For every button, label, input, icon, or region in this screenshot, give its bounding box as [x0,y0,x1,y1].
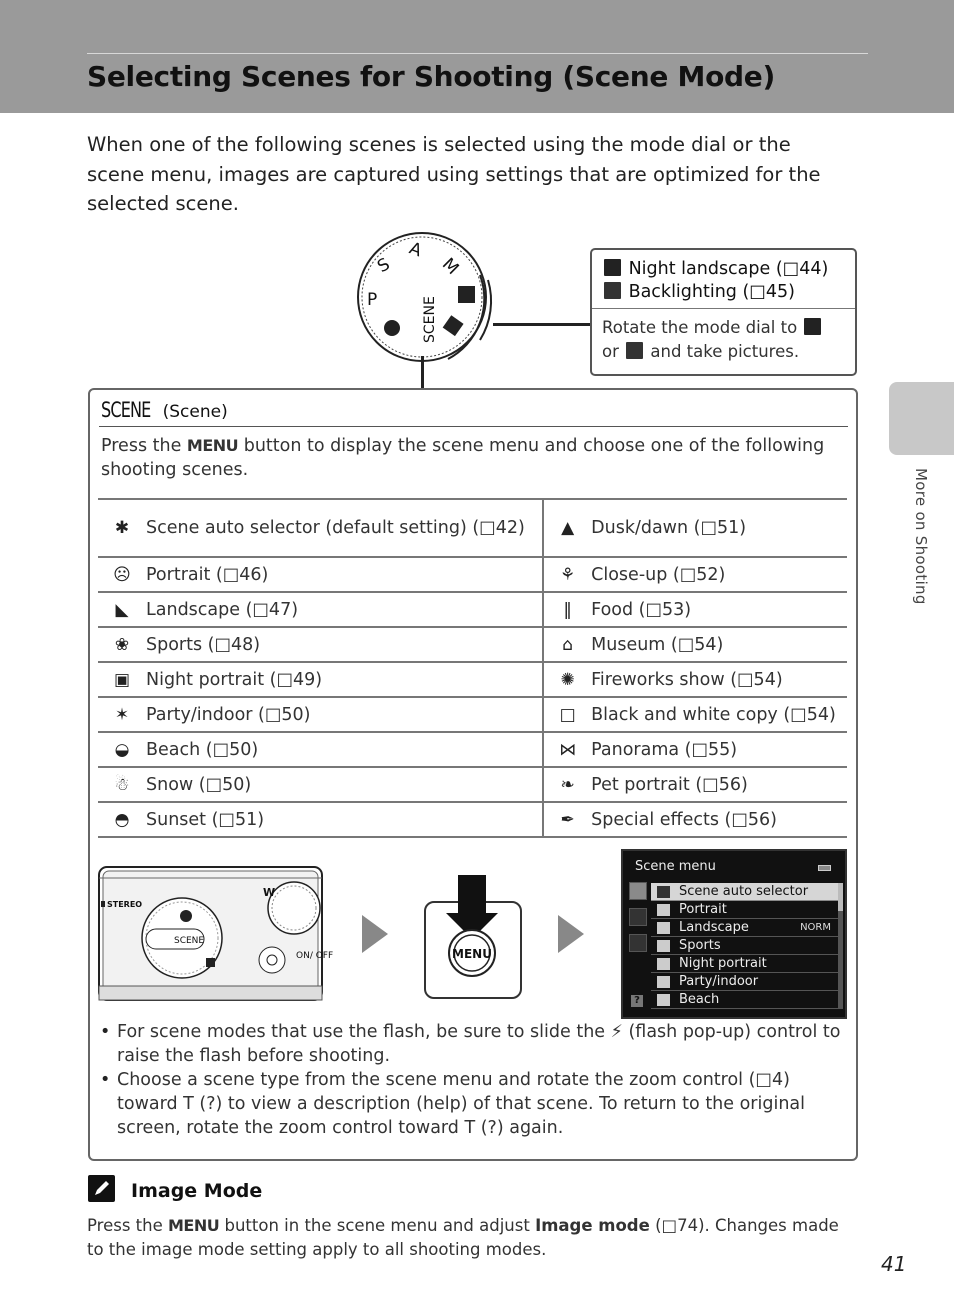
close-up-icon: ⚘ [543,557,591,592]
scene-label: Close-up (□52) [591,557,847,592]
menu-item[interactable] [651,991,843,1009]
landscape-icon: ◣ [98,592,146,627]
note-title: Image Mode [131,1180,263,1202]
black-white-copy-icon: □ [543,697,591,732]
scene-box-instruction [101,434,841,482]
special-effects-icon: ✒ [543,802,591,837]
scene-label: Sports (□48) [146,627,543,662]
menu-item[interactable] [651,937,843,955]
header-band [0,0,954,113]
scene-label: Party/indoor (□50) [146,697,543,732]
menu-item-icon [657,922,670,934]
scene-label: Dusk/dawn (□51) [591,499,847,557]
scene-mode-box [88,388,858,1161]
dial-stem-line [421,356,424,388]
tip-flash: • For scene modes that use the flash, be sure to slide the ⚡ (flash pop-up) control to raise the flash before shooting. [98,1020,850,1068]
menu-item[interactable] [651,919,843,937]
callout-divider [592,308,855,309]
menu-item[interactable] [651,955,843,973]
dial-label-a: A [406,238,425,262]
night-landscape-icon [804,318,821,335]
menu-button-label: MENU [452,947,492,961]
scene-menu-screen [621,849,847,1019]
battery-icon [818,865,831,871]
camera-stereo-label: STEREO [107,900,143,909]
menu-button-illustration [424,901,522,999]
backlighting-icon [626,342,643,359]
menu-tabs [629,882,649,1012]
scene-label: Portrait (□46) [146,557,543,592]
pet-portrait-icon: ❧ [543,767,591,802]
scene-tab-icon [629,882,647,900]
scene-mode-icon: SCENE [101,398,151,422]
table-row [98,662,847,697]
scene-label: Food (□53) [591,592,847,627]
menu-item-label: Scene auto selector [679,884,809,899]
dial-callout-connector [493,323,590,326]
note-pre: Press the [87,1216,163,1235]
menu-item-label: Sports [679,938,721,953]
sunset-icon: ◓ [98,802,146,837]
menu-item-icon [657,976,670,988]
page-title: Selecting Scenes for Shooting (Scene Mode) [87,60,775,93]
menu-item-icon [657,994,670,1006]
scene-label: Night portrait (□49) [146,662,543,697]
scene-box-heading-rule [99,426,848,427]
menu-item-icon [657,886,670,898]
scene-table [98,498,847,838]
menu-button-icon: MENU [186,436,239,455]
scene-label: Panorama (□55) [591,732,847,767]
callout-body2-post: and take pictures. [650,342,800,361]
section-tab [889,382,954,455]
note-mid: button in the scene menu and adjust [224,1216,530,1235]
intro-paragraph: When one of the following scenes is selected using the mode dial or the scene menu, images are captured using settings that are optimized for the selected scene. [87,133,821,215]
tip-help: • Choose a scene type from the scene menu and rotate the zoom control (□4) toward T (?) to view a description (help) of that scene. To return to the original screen, rotate the zoom control toward T (?) again. [98,1068,850,1140]
table-row [98,627,847,662]
camera-top-illustration [98,866,334,1002]
museum-icon: ⌂ [543,627,591,662]
dial-night-icon [458,286,475,303]
beach-icon: ◒ [98,732,146,767]
table-row [98,802,847,837]
menu-item-label: Landscape [679,920,749,935]
scene-label: Landscape (□47) [146,592,543,627]
scene-label: Museum (□54) [591,627,847,662]
note-text [87,1214,857,1262]
instruction-pre: Press the [101,436,182,456]
dial-auto-icon [384,320,400,336]
callout-body2-pre: or [602,342,619,361]
scene-label: Special effects (□56) [591,802,847,837]
table-row [98,732,847,767]
scene-box-heading [101,398,228,422]
dial-label-m: M [437,254,463,279]
arrow-right-icon [556,913,586,955]
tips-list [98,1020,850,1140]
menu-item-label: Night portrait [679,956,767,971]
menu-item-icon [657,940,670,952]
night-portrait-icon: ▣ [98,662,146,697]
table-row [98,767,847,802]
scene-label: Beach (□50) [146,732,543,767]
party-indoor-icon: ✶ [98,697,146,732]
movie-tab-icon [629,908,647,926]
night-landscape-icon [604,259,621,276]
night-backlight-callout [590,248,857,376]
scene-label: Fireworks show (□54) [591,662,847,697]
table-row [98,499,847,557]
help-icon: ? [631,995,643,1007]
menu-item-label: Portrait [679,902,727,917]
callout-body1: Rotate the mode dial to [602,318,798,337]
menu-item[interactable] [651,973,843,991]
table-row [98,557,847,592]
scene-box-heading-text: (Scene) [162,402,228,422]
setup-tab-icon [629,934,647,952]
scene-label: Snow (□50) [146,767,543,802]
camera-w-label: W [263,886,276,899]
callout-body [602,316,823,364]
fireworks-icon: ✺ [543,662,591,697]
menu-item-label: Beach [679,992,720,1007]
instruction-post: button to display the scene menu and choose one of the following shooting scenes. [101,436,825,480]
scene-menu-list [651,883,843,1009]
callout-line2: Backlighting (□45) [628,282,795,302]
scrollbar [838,883,843,1009]
scene-menu-title: Scene menu [635,859,716,874]
menu-item-icon [657,958,670,970]
arrow-right-icon [360,913,390,955]
panorama-icon: ⋈ [543,732,591,767]
scene-label: Black and white copy (□54) [591,697,847,732]
scene-label: Sunset (□51) [146,802,543,837]
scene-label: Scene auto selector (default setting) (□42) [146,499,543,557]
food-icon: ‖ [543,592,591,627]
menu-button-icon: MENU [168,1216,220,1235]
page-number: 41 [881,1252,907,1276]
note-pencil-icon [88,1175,115,1202]
menu-item-tag: NORM [800,922,831,933]
portrait-icon: ☹ [98,557,146,592]
note-image-mode: Image mode [535,1216,650,1235]
camera-on-off-label: ON/ OFF [296,951,334,961]
camera-scene-label: SCENE [174,936,205,946]
dusk-dawn-icon: ▲ [543,499,591,557]
dial-label-p: P [367,290,378,310]
note-post: (□74). Changes made to the image mode setting apply to all shooting modes. [87,1216,839,1259]
callout-line1: Night landscape (□44) [628,259,829,279]
menu-item-label: Party/indoor [679,974,759,989]
scrollbar-thumb [838,883,843,911]
table-row [98,592,847,627]
sports-icon: ❀ [98,627,146,662]
mode-dial-illustration [350,225,510,390]
backlighting-icon [604,282,621,299]
snow-icon: ☃ [98,767,146,802]
menu-item-icon [657,904,670,916]
scene-auto-icon: ✱ [98,499,146,557]
menu-item[interactable] [651,901,843,919]
section-label-text: More on Shooting [912,468,930,605]
scene-label: Pet portrait (□56) [591,767,847,802]
table-row [98,697,847,732]
menu-item[interactable] [651,883,843,901]
callout-modes [602,258,828,304]
section-label [910,468,930,618]
header-rule [87,53,868,54]
dial-label-s: S [374,254,394,278]
dial-label-scene: SCENE [422,296,438,343]
